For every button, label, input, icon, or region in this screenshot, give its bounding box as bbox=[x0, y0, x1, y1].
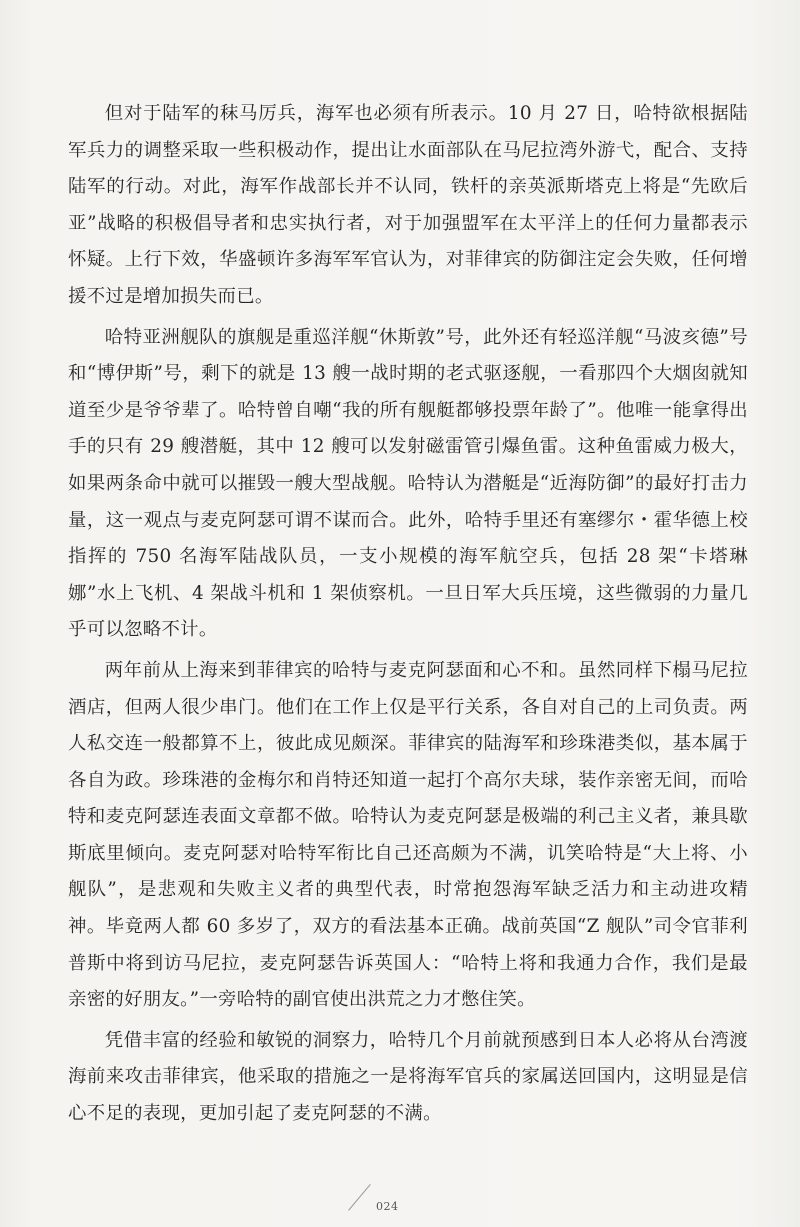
paragraph: 两年前从上海来到菲律宾的哈特与麦克阿瑟面和心不和。虽然同样下榻马尼拉酒店，但两人很少串门。他们在工作上仅是平行关系，各自对自己的上司负责。两人私交连一般都算不上，彼此成见颇深。菲律宾的陆海军和珍珠港类似，基本属于各自为政。珍珠港的金梅尔和肖特还知道一起打个高尔夫球，装作亲密无间，而哈特和麦克阿瑟连表面文章都不做。哈特认为麦克阿瑟是极端的利己主义者，兼具歇斯底里倾向。麦克阿瑟对哈特军衔比自己还高颇为不满，讥笑哈特是“大上将、小舰队”，是悲观和失败主义者的典型代表，时常抱怨海军缺乏活力和主动进攻精神。毕竟两人都 60 多岁了，双方的看法基本正确。战前英国“Z 舰队”司令官菲利普斯中将到访马尼拉，麦克阿瑟告诉英国人：“哈特上将和我通力合作，我们是最亲密的好朋友。”一旁哈特的副官使出洪荒之力才憋住笑。 bbox=[68, 659, 748, 1011]
paragraph: 但对于陆军的秣马厉兵，海军也必须有所表示。10 月 27 日，哈特欲根据陆军兵力的调整采取一些积极动作，提出让水面部队在马尼拉湾外游弋，配合、支持陆军的行动。对此，海军作战部长并不认同，铁杆的亲英派斯塔克上将是“先欧后亚”战略的积极倡导者和忠实执行者，对于加强盟军在太平洋上的任何力量都表示怀疑。上行下效，华盛顿许多海军军官认为，对菲律宾的防御注定会失败，任何增援不过是增加损失而已。 bbox=[68, 103, 748, 307]
page-number: 024 bbox=[376, 1200, 399, 1213]
body-text bbox=[68, 96, 748, 1137]
paragraph: 哈特亚洲舰队的旗舰是重巡洋舰“休斯敦”号，此外还有轻巡洋舰“马波亥德”号和“博伊斯”号，剩下的就是 13 艘一战时期的老式驱逐舰，一看那四个大烟囱就知道至少是爷爷辈了。哈特曾自嘲“我的所有舰艇都够投票年龄了”。他唯一能拿得出手的只有 29 艘潜艇，其中 12 艘可以发射磁雷管引爆鱼雷。这种鱼雷威力极大，如果两条命中就可以摧毁一艘大型战舰。哈特认为潜艇是“近海防御”的最好打击力量，这一观点与麦克阿瑟可谓不谋而合。此外，哈特手里还有塞缪尔・霍华德上校指挥的 750 名海军陆战队员，一支小规模的海军航空兵，包括 28 架“卡塔琳娜”水上飞机、4 架战斗机和 1 架侦察机。一旦日军大兵压境，这些微弱的力量几乎可以忽略不计。 bbox=[68, 326, 748, 641]
page-footer bbox=[362, 1180, 422, 1220]
paragraph: 凭借丰富的经验和敏锐的洞察力，哈特几个月前就预感到日本人必将从台湾渡海前来攻击菲律宾，他采取的措施之一是将海军官兵的家属送回国内，这明显是信心不足的表现，更加引起了麦克阿瑟的不满。 bbox=[68, 1029, 748, 1125]
page-number-ornament bbox=[348, 1184, 371, 1211]
